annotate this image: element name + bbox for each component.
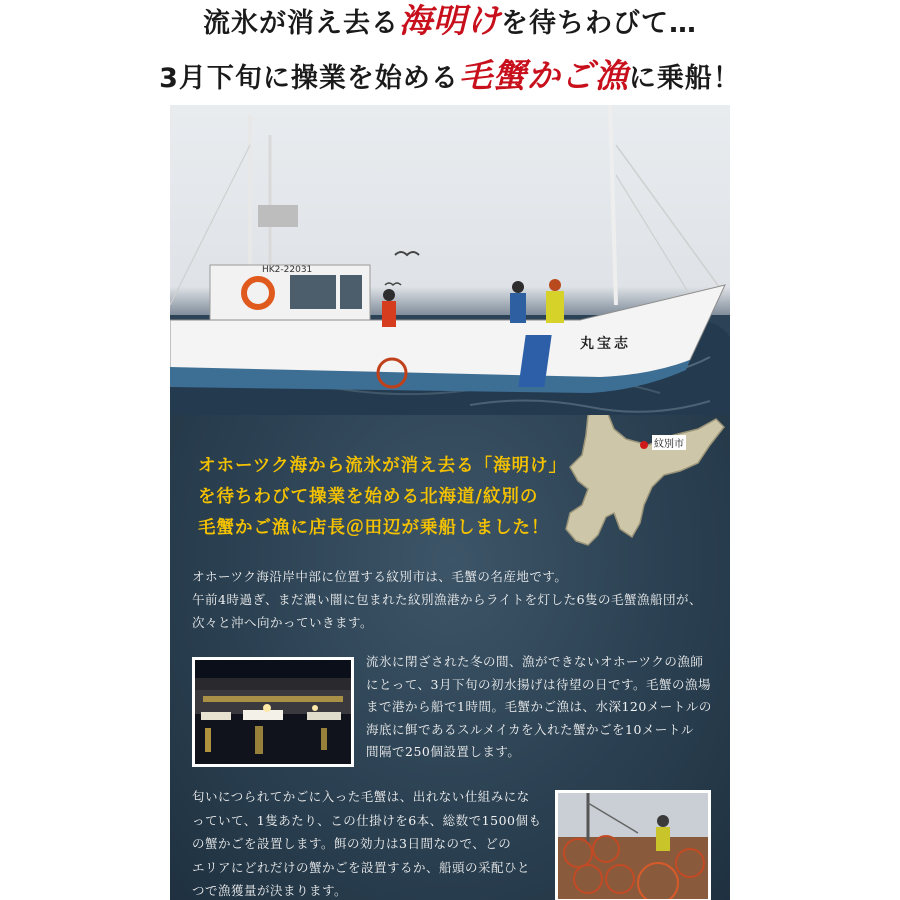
paragraph-2: [366, 651, 712, 764]
intro-line: を待ちわびて操業を始める北海道/紋別の: [198, 487, 539, 507]
boat-registration-text: HK2-22031: [262, 265, 313, 275]
headline-1-highlight: 海明け: [399, 1, 501, 40]
paragraph-line: っていて、1隻あたり、この仕掛けを6本、総数で1500個も: [192, 812, 542, 828]
intro-line: オホーツク海から流氷が消え去る「海明け」: [198, 456, 568, 476]
paragraph-line: つで漁獲量が決まります。: [192, 883, 348, 898]
headline-1-post: を待ちわびて…: [501, 8, 697, 39]
fishing-boat-photo: [170, 105, 730, 435]
headline-line-1: [0, 2, 900, 43]
intro-text: [198, 451, 568, 544]
header-banner: [0, 0, 900, 105]
hokkaido-map-shape: [548, 415, 730, 555]
paragraph-line: オホーツク海沿岸中部に位置する紋別市は、毛蟹の名産地です。: [192, 569, 568, 584]
paragraph-line: の蟹かごを設置します。餌の効力は3日間なので、どの: [192, 836, 512, 851]
night-harbor-photo: [192, 657, 354, 767]
hokkaido-map: [548, 415, 730, 555]
paragraph-1: [192, 565, 702, 634]
paragraph-line: にとって、3月下旬の初水揚げは待望の日です。毛蟹の漁場: [366, 676, 711, 692]
intro-line: 毛蟹かご漁に店長＠田辺が乗船しました！: [198, 518, 550, 538]
crab-pots-illustration: [558, 793, 708, 899]
paragraph-line: まで港から船で1時間。毛蟹かご漁は、水深120メートルの: [366, 699, 712, 714]
paragraph-line: 流氷に閉ざされた冬の間、漁ができないオホーツクの漁師: [366, 654, 704, 669]
headline-2-highlight: 毛蟹かご漁: [458, 56, 629, 95]
paragraph-3: [192, 785, 541, 900]
story-panel: [170, 415, 730, 900]
paragraph-line: 午前4時過ぎ、まだ濃い闇に包まれた紋別漁港からライトを灯した6隻の毛蟹漁船団が、: [192, 592, 703, 607]
paragraph-line: 匂いにつられてかごに入った毛蟹は、出れない仕組みにな: [192, 789, 530, 804]
headline-2-pre: 3月下旬に操業を始める: [159, 63, 459, 94]
headline-2-post: に乗船！: [628, 63, 741, 94]
night-harbor-illustration: [195, 660, 351, 764]
headline-line-2: [0, 55, 900, 100]
fishing-boat-illustration: [170, 105, 730, 435]
paragraph-line: エリアにどれだけの蟹かごを設置するか、船頭の采配ひと: [192, 859, 531, 875]
crab-pots-photo: [555, 790, 711, 900]
paragraph-line: 次々と沖へ向かっていきます。: [192, 615, 374, 630]
headline-1-pre: 流氷が消え去る: [203, 8, 399, 39]
boat-name-text: 丸宝志: [580, 336, 631, 352]
paragraph-line: 間隔で250個設置します。: [366, 744, 521, 759]
paragraph-line: 海底に餌であるスルメイカを入れた蟹かごを10メートル: [366, 721, 694, 737]
map-city-label: 紋別市: [652, 435, 686, 450]
